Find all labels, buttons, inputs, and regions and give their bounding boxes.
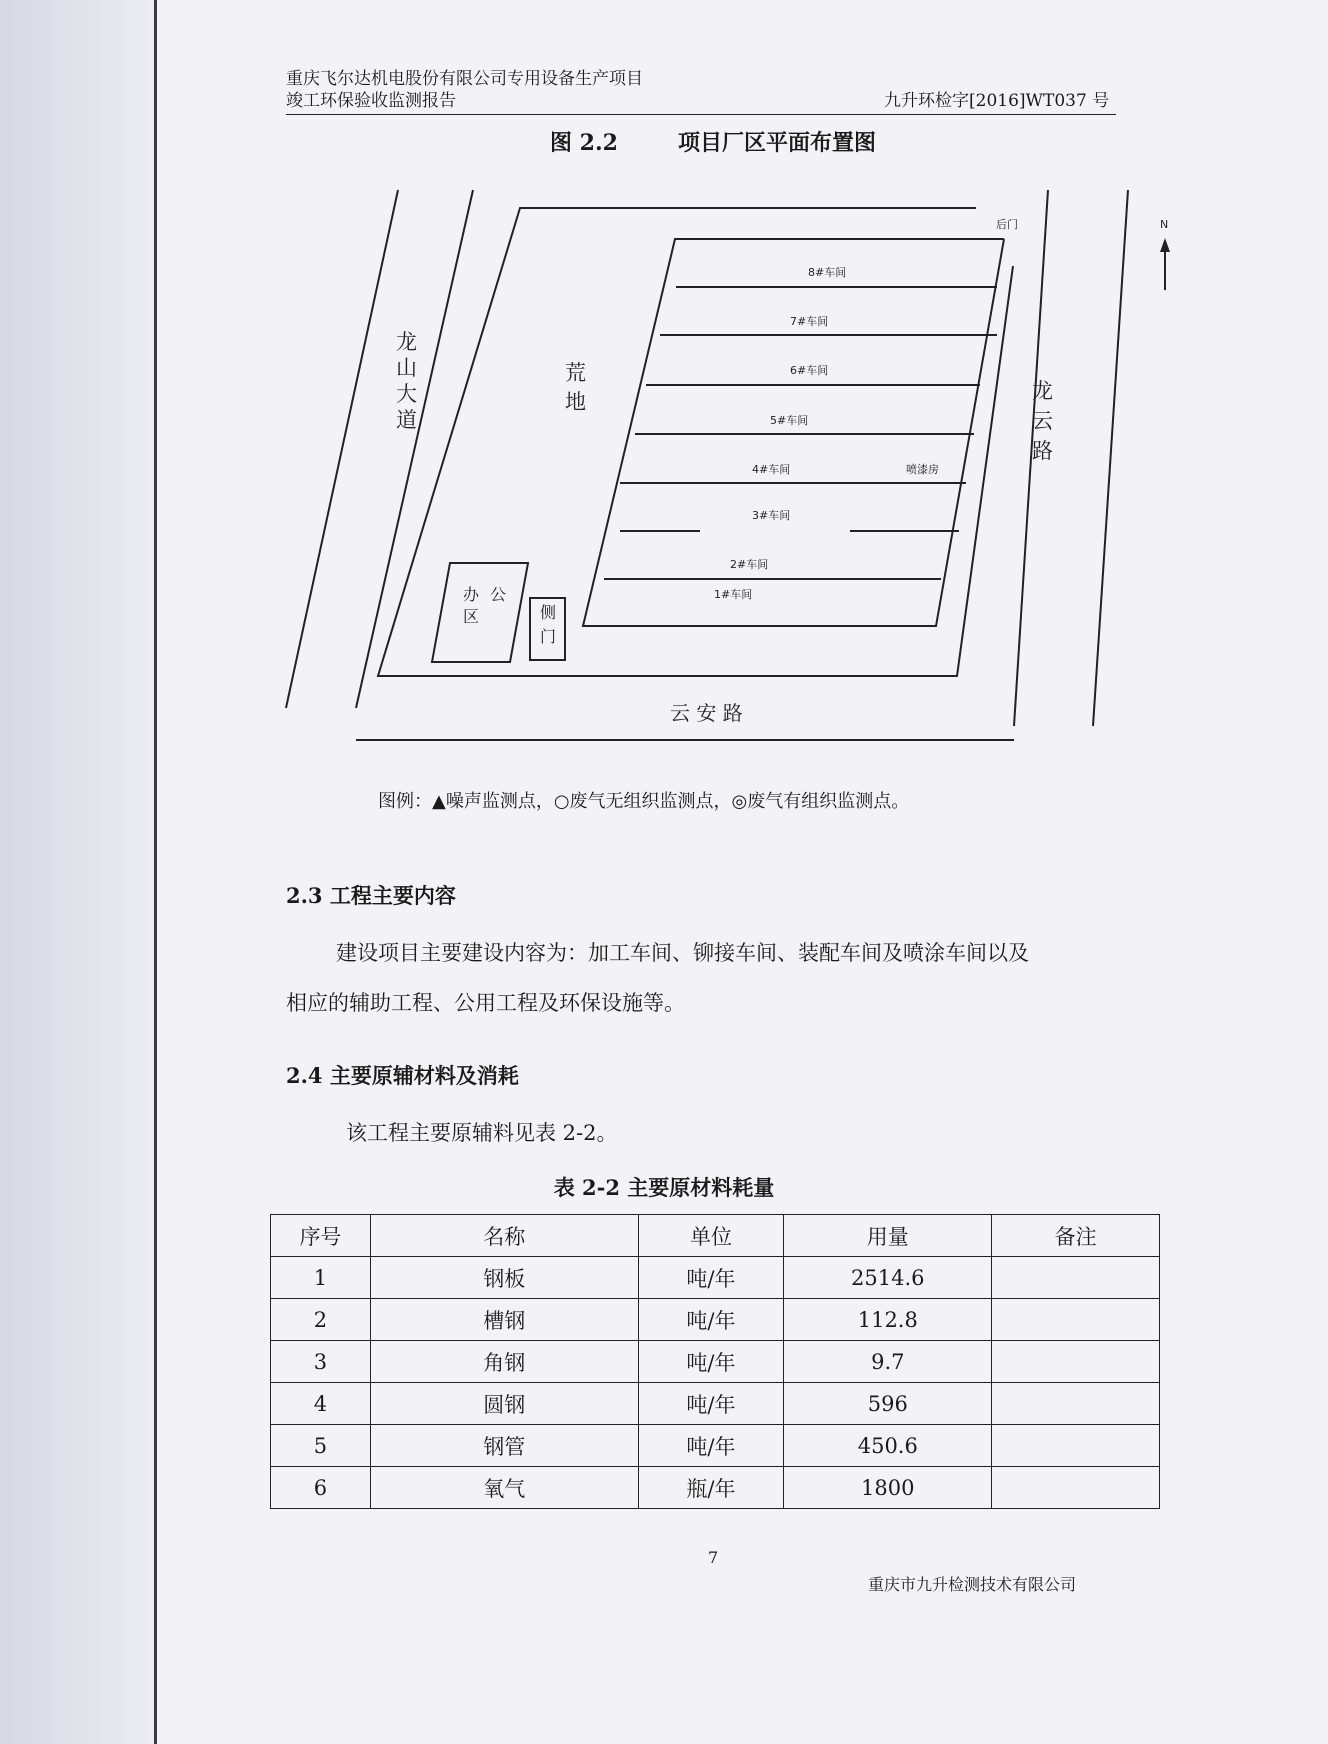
wasteland-label [565, 361, 593, 414]
table-row [271, 1299, 1160, 1341]
office-char: 区 [463, 607, 480, 626]
workshop-3-label: 3#车间 [752, 509, 791, 522]
side-gate-label [540, 603, 561, 646]
side-gate-char: 门 [540, 627, 557, 646]
table-cell: 圆钢 [370, 1383, 638, 1425]
table-cell: 吨/年 [638, 1341, 784, 1383]
side-gate-char: 侧 [540, 603, 557, 622]
road-edge-left-outer [286, 190, 398, 708]
road-edge-right-outer [1093, 190, 1128, 726]
table-row [271, 1383, 1160, 1425]
road-edge-left-inner [356, 190, 473, 708]
table-cell: 吨/年 [638, 1425, 784, 1467]
header-report-type: 竣工环保验收监测报告 [286, 91, 456, 111]
table-cell [992, 1257, 1160, 1299]
road-label-yunan: 云 安 路 [670, 701, 743, 725]
table-cell [992, 1425, 1160, 1467]
column-header: 名称 [370, 1215, 638, 1257]
table-cell: 596 [784, 1383, 992, 1425]
column-header: 用量 [784, 1215, 992, 1257]
office-char: 公 [490, 585, 507, 604]
column-header: 序号 [271, 1215, 371, 1257]
section-2-3-heading: 2.3 工程主要内容 [286, 883, 456, 908]
table-cell: 瓶/年 [638, 1467, 784, 1509]
header-report-number: 九升环检字[2016]WT037 号 [884, 91, 1110, 111]
table-cell [992, 1299, 1160, 1341]
table-cell: 吨/年 [638, 1383, 784, 1425]
table-cell: 氧气 [370, 1467, 638, 1509]
table-row [271, 1257, 1160, 1299]
site-boundary [378, 208, 1013, 676]
table-cell [992, 1467, 1160, 1509]
table-cell: 槽钢 [370, 1299, 638, 1341]
table-cell [992, 1383, 1160, 1425]
table-row [271, 1467, 1160, 1509]
road-label-char: 道 [396, 408, 417, 432]
footer-company: 重庆市九升检测技术有限公司 [868, 1575, 1077, 1594]
north-arrow-icon [1160, 238, 1170, 252]
road-label-char: 云 [1032, 409, 1053, 433]
road-label-char: 大 [396, 382, 417, 406]
table-header-row [271, 1215, 1160, 1257]
table-title: 表 2-2 主要原材料耗量 [553, 1175, 775, 1200]
office-building [432, 563, 528, 662]
north-label: N [1160, 218, 1169, 231]
table-cell: 1800 [784, 1467, 992, 1509]
workshop-area-boundary [583, 239, 1004, 626]
table-cell: 112.8 [784, 1299, 992, 1341]
table-cell: 4 [271, 1383, 371, 1425]
section-2-4-heading: 2.4 主要原辅材料及消耗 [286, 1063, 519, 1088]
workshop-1-label: 1#车间 [714, 588, 753, 601]
table-cell: 吨/年 [638, 1257, 784, 1299]
table-cell: 3 [271, 1341, 371, 1383]
office-char: 办 [463, 585, 480, 604]
figure-number: 图 2.2 [550, 130, 618, 156]
table-cell: 钢管 [370, 1425, 638, 1467]
section-2-3-paragraph-line2: 相应的辅助工程、公用工程及环保设施等。 [286, 991, 685, 1015]
table-cell: 5 [271, 1425, 371, 1467]
road-label-char: 路 [1032, 439, 1053, 463]
workshop-8-label: 8#车间 [808, 266, 847, 279]
table-row [271, 1341, 1160, 1383]
back-gate-label: 后门 [996, 218, 1018, 231]
table-cell: 钢板 [370, 1257, 638, 1299]
table-cell: 6 [271, 1467, 371, 1509]
table-cell: 吨/年 [638, 1299, 784, 1341]
table-cell: 9.7 [784, 1341, 992, 1383]
table-cell: 450.6 [784, 1425, 992, 1467]
road-label-char: 龙 [396, 330, 417, 354]
road-label-longyun [1032, 379, 1060, 463]
materials-table [270, 1214, 1160, 1509]
table-cell: 2514.6 [784, 1257, 992, 1299]
office-area-label [463, 585, 511, 626]
figure-caption: 项目厂区平面布置图 [677, 130, 876, 156]
workshop-5-label: 5#车间 [770, 414, 809, 427]
road-label-longshan [396, 330, 424, 432]
road-label-char: 龙 [1032, 379, 1053, 403]
table-cell: 1 [271, 1257, 371, 1299]
section-2-3-paragraph-line1: 建设项目主要建设内容为：加工车间、铆接车间、装配车间及喷涂车间以及 [336, 941, 1029, 965]
table-cell: 角钢 [370, 1341, 638, 1383]
workshop-2-label: 2#车间 [730, 558, 769, 571]
page-number: 7 [708, 1548, 719, 1567]
paint-room-label: 喷漆房 [906, 463, 939, 476]
road-label-char: 山 [396, 356, 417, 380]
column-header: 备注 [992, 1215, 1160, 1257]
wasteland-char: 地 [565, 390, 586, 414]
table-cell [992, 1341, 1160, 1383]
workshop-6-label: 6#车间 [790, 364, 829, 377]
section-2-4-intro: 该工程主要原辅料见表 2-2。 [346, 1121, 618, 1145]
workshop-4-label: 4#车间 [752, 463, 791, 476]
workshop-7-label: 7#车间 [790, 315, 829, 328]
column-header: 单位 [638, 1215, 784, 1257]
wasteland-char: 荒 [565, 361, 586, 385]
table-cell: 2 [271, 1299, 371, 1341]
table-row [271, 1425, 1160, 1467]
header-project-name: 重庆飞尔达机电股份有限公司专用设备生产项目 [286, 69, 643, 89]
figure-legend: 图例：▲噪声监测点，○废气无组织监测点，◎废气有组织监测点。 [378, 791, 910, 812]
